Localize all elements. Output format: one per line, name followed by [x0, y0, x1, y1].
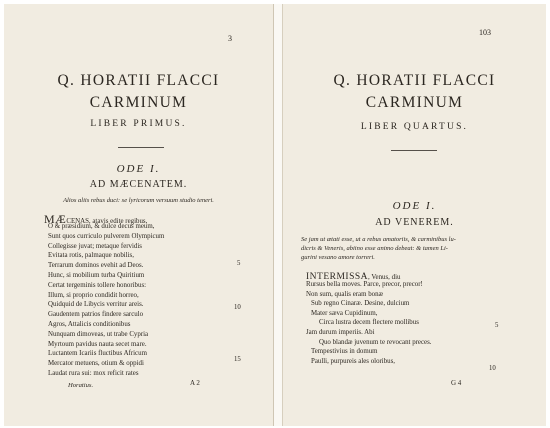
ode-motto: Alios aliis rebus duci: se lyricorum versuum studio teneri. [63, 197, 214, 204]
verse-line: Quo blandæ juvenum te revocant preces. [319, 338, 432, 346]
verse-line: O & præsidium, & dulce decus meum, [48, 223, 155, 230]
verse-line: Illum, si proprio condidit horreo, [48, 291, 139, 299]
verse-line: Jam durum imperiis. Abi [306, 329, 375, 336]
verse-line: Paulli, purpureis ales oloribus, [311, 357, 396, 365]
verse-line: Sunt quos curriculo pulverem Olympicum [48, 232, 165, 240]
verse-line: Tempestivius in domum [311, 348, 378, 356]
catchword: Horatius. [68, 382, 94, 389]
line-number: 10 [489, 365, 496, 372]
verse-line: Mater sæva Cupidinum, [311, 309, 378, 317]
ode-addressee: AD MÆCENATEM. [89, 179, 188, 190]
verse-line: Agros, Attalicis conditionibus [48, 321, 131, 328]
line-number: 5 [495, 322, 499, 329]
verse-line: Sub regno Cinaræ. Desine, dulcium [311, 300, 410, 308]
drop-initial: INTERMISSA [306, 272, 369, 282]
page-number: 3 [228, 34, 232, 43]
title-line-1: Q. HORATII FLACCI [333, 72, 496, 89]
title-line-2: CARMINUM [89, 94, 188, 111]
verse-line: Non sum, qualis eram bonæ [306, 290, 384, 298]
verse-line: Rursus bella moves. Parce, precor, precor! [306, 281, 423, 288]
ode-heading: ODE I. [392, 200, 437, 212]
book-heading: LIBER PRIMUS. [90, 119, 187, 129]
verse-line: Laudat rura sui: mox reficit rates [48, 370, 139, 377]
left-page [4, 4, 274, 426]
verse-line: Nunquam dimoveas, ut trabe Cypria [48, 330, 149, 338]
verse-line-1: MÆCENAS, atavis edite regibus, [44, 212, 148, 226]
separator-rule [391, 150, 437, 151]
signature-mark: G 4 [451, 379, 462, 387]
verse-line: Hunc, si mobilium turba Quiritium [48, 272, 145, 279]
line-number: 5 [237, 260, 241, 267]
verse-line: Quidquid de Libycis verritur areis. [48, 301, 144, 309]
book-heading: LIBER QUARTUS. [360, 122, 469, 132]
ode-heading: ODE I. [116, 163, 161, 175]
gutter [274, 4, 282, 426]
line-number: 10 [234, 304, 241, 311]
title-line-2: CARMINUM [365, 94, 464, 111]
verse-line: Myrtoum pavidus nauta secet mare. [48, 340, 147, 348]
ode-motto-line: Se jam ut ætati esse, ut a rebus amatoriis, & carminibus lu- [301, 236, 456, 243]
ode-motto-line: gurini vesano amore torreri. [301, 254, 375, 261]
verse-line: Mercator metuens, otium & oppidi [48, 360, 144, 368]
separator-rule [118, 147, 164, 148]
verse-line: Collegisse juvat; metaque fervidis [48, 242, 142, 250]
verse-line: Certat tergeminis tollere honoribus: [48, 281, 147, 289]
ode-motto-line: dicris & Veneris, abiino esse animo debeat: & tamen Li- [301, 245, 448, 252]
verse-line: Terrarum dominos evehit ad Deos. [48, 262, 144, 270]
verse-line: Luctantem Icariis fluctibus Africum [48, 350, 147, 358]
verse-line: Circa lustra decem flectere mollibus [319, 319, 419, 327]
drop-initial: MÆ [44, 212, 67, 226]
line-number: 15 [234, 356, 241, 363]
title-line-1: Q. HORATII FLACCI [57, 72, 220, 89]
verse-line-1: INTERMISSA, Venus, diu [306, 272, 401, 282]
signature-mark: A 2 [190, 379, 200, 387]
verse-line: Evitata rotis, palmaque nobilis, [48, 252, 134, 260]
right-page [282, 4, 546, 426]
ode-addressee: AD VENEREM. [375, 217, 454, 228]
page-number: 103 [479, 28, 491, 37]
verse-line: Gaudentem patrios findere sarculo [48, 311, 144, 319]
